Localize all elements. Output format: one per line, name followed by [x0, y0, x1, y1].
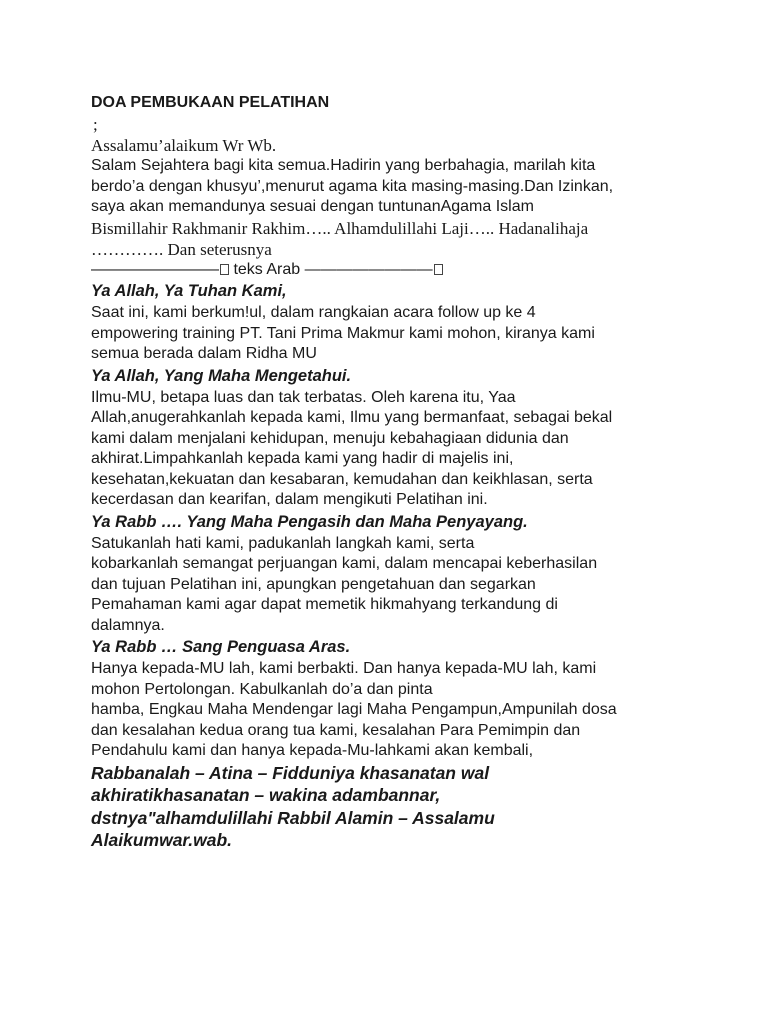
intro-line: saya akan memandunya sesuai dengan tuntunanAgama Islam — [91, 198, 534, 215]
greeting-line: Assalamu’alaikum Wr Wb. — [91, 136, 277, 155]
section-line: Hanya kepada-MU lah, kami berbakti. Dan hanya kepada-MU lah, kami — [91, 660, 597, 677]
separator-dash-left: ———————— — [91, 260, 219, 278]
section-line: kobarkanlah semangat perjuangan kami, dalam mencapai keberhasilan — [91, 555, 598, 572]
section-line: dan tujuan Pelatihan ini, apungkan pengetahuan dan segarkan — [91, 575, 536, 593]
serif-line: Bismillahir Rakhmanir Rakhim….. Alhamdulillahi Laji….. Hadanalihaja — [91, 218, 589, 238]
closing-line: Rabbanalah – Atina – Fidduniya khasanatan wal — [91, 762, 490, 783]
section-line: dan kesalahan kedua orang tua kami, kesalahan Para Pemimpin dan — [91, 721, 581, 739]
serif-line: …………. Dan seterusnya — [91, 239, 272, 259]
arabic-text-separator — [91, 260, 691, 281]
section-line: kesehatan,kekuatan dan kesabaran, kemudahan dan keikhlasan, serta — [91, 470, 593, 488]
closing-line: Alaikumwar.wab. — [91, 830, 233, 850]
section-line: akhirat.Limpahkanlah kepada kami yang hadir di majelis ini, — [91, 450, 514, 467]
section-line: kami dalam menjalani kehidupan, menuju kebahagiaan didunia dan — [91, 429, 569, 447]
closing-line: akhiratikhasanatan – wakina adambannar, — [91, 785, 441, 805]
separator-label: teks Arab — [229, 260, 305, 278]
section-heading: Ya Allah, Yang Maha Mengetahui. — [91, 366, 352, 385]
section-line: Ilmu-MU, betapa luas dan tak terbatas. Oleh karena itu, Yaa — [91, 388, 516, 406]
intro-paragraph — [91, 156, 691, 218]
separator-dash-right: ———————— — [304, 260, 433, 278]
document-page — [91, 92, 691, 852]
semicolon-mark: ; — [93, 115, 98, 134]
document-title: DOA PEMBUKAAN PELATIHAN — [91, 94, 330, 111]
section-line: hamba, Engkau Maha Mendengar lagi Maha Pengampun,Ampunilah dosa — [91, 701, 617, 718]
section-line: Saat ini, kami berkum!ul, dalam rangkaian acara follow up ke 4 — [91, 304, 536, 321]
section-line: mohon Pertolongan. Kabulkanlah do’a dan pinta — [91, 680, 433, 698]
intro-line: berdo’a dengan khusyu’,menurut agama kita masing-masing.Dan Izinkan, — [91, 177, 614, 195]
section-maha-pengasih — [91, 511, 691, 637]
section-line: kecerdasan dan kearifan, dalam mengikuti Pelatihan ini. — [91, 491, 488, 508]
missing-glyph-icon — [220, 264, 229, 275]
section-line: Pemahaman kami agar dapat memetik hikmahyang terkandung di — [91, 596, 558, 613]
section-heading: Ya Rabb …. Yang Maha Pengasih dan Maha Penyayang. — [91, 512, 528, 531]
section-ya-allah-tuhan — [91, 280, 691, 365]
section-line: Pendahulu kami dan hanya kepada-Mu-lahkami akan kembali, — [91, 742, 534, 759]
section-penguasa-aras — [91, 636, 691, 762]
intro-line: Salam Sejahtera bagi kita semua.Hadirin yang berbahagia, marilah kita — [91, 157, 596, 174]
bismillah-paragraph — [91, 218, 691, 260]
section-line: empowering training PT. Tani Prima Makmur kami mohon, kiranya kami — [91, 324, 595, 342]
closing-line: dstnya"alhamdulillahi Rabbil Alamin – Assalamu — [91, 807, 495, 828]
closing-prayer — [91, 762, 691, 852]
missing-glyph-icon — [434, 264, 443, 275]
section-heading: Ya Rabb … Sang Penguasa Aras. — [91, 638, 351, 656]
section-line: Satukanlah hati kami, padukanlah langkah kami, serta — [91, 534, 475, 552]
section-line: dalamnya. — [91, 616, 165, 634]
section-heading: Ya Allah, Ya Tuhan Kami, — [91, 282, 287, 300]
section-maha-mengetahui — [91, 365, 691, 511]
section-line: Allah,anugerahkanlah kepada kami, Ilmu yang bermanfaat, sebagai bekal — [91, 409, 613, 426]
section-line: semua berada dalam Ridha MU — [91, 345, 317, 362]
